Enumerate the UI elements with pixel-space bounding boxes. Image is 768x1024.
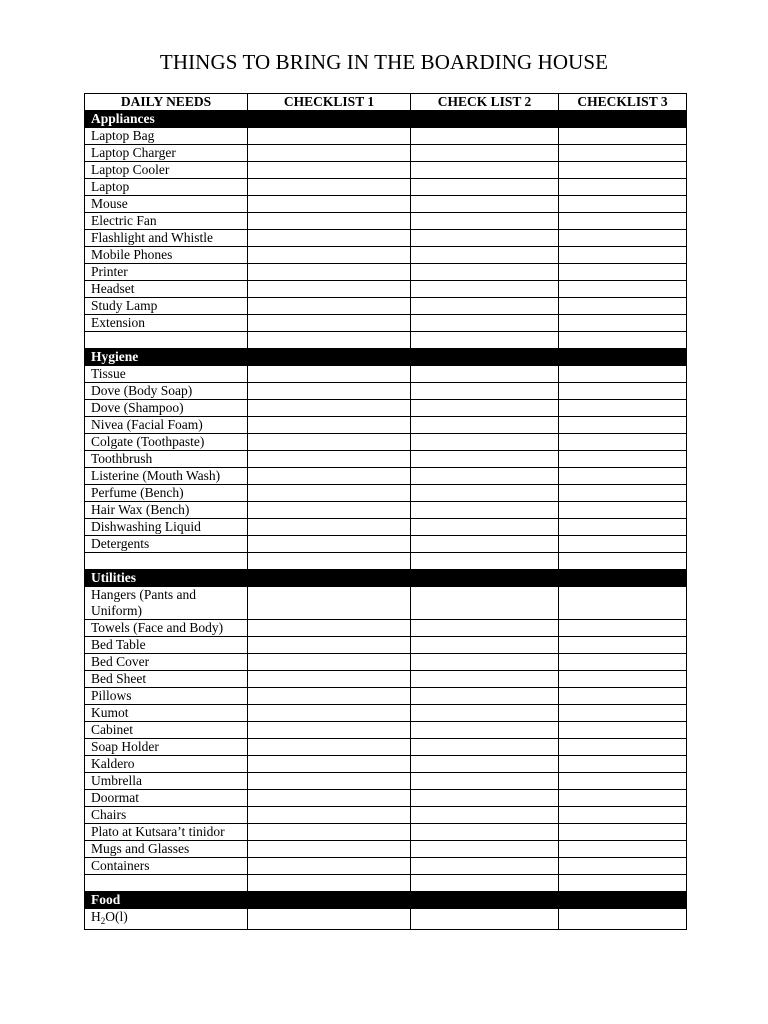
checklist-2-cell[interactable] [411, 756, 559, 773]
checklist-3-cell[interactable] [559, 383, 687, 400]
table-row [85, 587, 687, 620]
checklist-1-cell[interactable] [248, 654, 411, 671]
item-name: Dove (Body Soap) [85, 383, 248, 400]
checklist-3-cell[interactable] [559, 230, 687, 247]
checklist-2-cell[interactable] [411, 722, 559, 739]
checklist-3-cell[interactable] [559, 468, 687, 485]
checklist-2-cell[interactable] [411, 858, 559, 875]
item-name: Study Lamp [85, 298, 248, 315]
checklist-3-cell[interactable] [559, 637, 687, 654]
checklist-2-cell[interactable] [411, 383, 559, 400]
checklist-1-cell[interactable] [248, 485, 411, 502]
checklist-1-cell[interactable] [248, 213, 411, 230]
checklist-1-cell[interactable] [248, 332, 411, 349]
checklist-1-cell[interactable] [248, 909, 411, 930]
checklist-1-cell[interactable] [248, 451, 411, 468]
checklist-3-cell[interactable] [559, 298, 687, 315]
checklist-1-cell[interactable] [248, 536, 411, 553]
checklist-1-cell[interactable] [248, 739, 411, 756]
checklist-1-cell[interactable] [248, 468, 411, 485]
item-name: Mobile Phones [85, 247, 248, 264]
checklist-2-cell[interactable] [411, 790, 559, 807]
section-heading: Utilities [85, 570, 687, 587]
item-name: Towels (Face and Body) [85, 620, 248, 637]
checklist-2-cell[interactable] [411, 247, 559, 264]
table-row [85, 553, 687, 570]
checklist-3-cell[interactable] [559, 196, 687, 213]
checklist-3-cell[interactable] [559, 858, 687, 875]
table-row [85, 179, 687, 196]
table-row [85, 722, 687, 739]
item-name: Colgate (Toothpaste) [85, 434, 248, 451]
checklist-2-cell[interactable] [411, 264, 559, 281]
checklist-2-cell[interactable] [411, 179, 559, 196]
table-row [85, 247, 687, 264]
checklist-2-cell[interactable] [411, 587, 559, 620]
checklist-2-cell[interactable] [411, 162, 559, 179]
item-name: Toothbrush [85, 451, 248, 468]
checklist-2-cell[interactable] [411, 128, 559, 145]
item-name: Soap Holder [85, 739, 248, 756]
table-row [85, 485, 687, 502]
table-row [85, 468, 687, 485]
checklist-2-cell[interactable] [411, 298, 559, 315]
checklist-2-cell[interactable] [411, 400, 559, 417]
table-row [85, 298, 687, 315]
checklist-1-cell[interactable] [248, 587, 411, 620]
checklist-2-cell[interactable] [411, 807, 559, 824]
section-row [85, 349, 687, 366]
item-name: Containers [85, 858, 248, 875]
formula-base: H [91, 909, 101, 924]
checklist-3-cell[interactable] [559, 451, 687, 468]
table-row [85, 841, 687, 858]
checklist-2-cell[interactable] [411, 536, 559, 553]
header-row [85, 94, 687, 111]
item-name: Mugs and Glasses [85, 841, 248, 858]
item-name [85, 875, 248, 892]
checklist-2-cell[interactable] [411, 230, 559, 247]
checklist-3-cell[interactable] [559, 790, 687, 807]
table-row [85, 637, 687, 654]
checklist-1-cell[interactable] [248, 807, 411, 824]
table-row [85, 858, 687, 875]
checklist-3-cell[interactable] [559, 620, 687, 637]
item-name: Chairs [85, 807, 248, 824]
checklist-2-cell[interactable] [411, 434, 559, 451]
table-row [85, 315, 687, 332]
checklist-3-cell[interactable] [559, 417, 687, 434]
item-name: Hangers (Pants and Uniform) [85, 587, 248, 620]
item-name: Headset [85, 281, 248, 298]
checklist-3-cell[interactable] [559, 739, 687, 756]
header-checklist-3: CHECKLIST 3 [559, 94, 687, 111]
checklist-1-cell[interactable] [248, 824, 411, 841]
checklist-2-cell[interactable] [411, 841, 559, 858]
checklist-2-cell[interactable] [411, 739, 559, 756]
item-name: Electric Fan [85, 213, 248, 230]
item-name: Pillows [85, 688, 248, 705]
checklist-3-cell[interactable] [559, 909, 687, 930]
checklist-1-cell[interactable] [248, 858, 411, 875]
table-row [85, 502, 687, 519]
checklist-3-cell[interactable] [559, 654, 687, 671]
checklist-1-cell[interactable] [248, 790, 411, 807]
checklist-1-cell[interactable] [248, 264, 411, 281]
section-row [85, 892, 687, 909]
item-name: Umbrella [85, 773, 248, 790]
item-name: Printer [85, 264, 248, 281]
checklist-3-cell[interactable] [559, 400, 687, 417]
checklist-1-cell[interactable] [248, 705, 411, 722]
checklist-3-cell[interactable] [559, 128, 687, 145]
item-name: Cabinet [85, 722, 248, 739]
checklist-3-cell[interactable] [559, 587, 687, 620]
table-row [85, 739, 687, 756]
item-name: Doormat [85, 790, 248, 807]
checklist-1-cell[interactable] [248, 434, 411, 451]
checklist-2-cell[interactable] [411, 909, 559, 930]
table-row [85, 417, 687, 434]
table-row [85, 909, 687, 930]
item-name: Laptop Cooler [85, 162, 248, 179]
header-checklist-2: CHECK LIST 2 [411, 94, 559, 111]
checklist-2-cell[interactable] [411, 620, 559, 637]
checklist-3-cell[interactable] [559, 247, 687, 264]
checklist-2-cell[interactable] [411, 315, 559, 332]
table-row [85, 196, 687, 213]
item-name: Dishwashing Liquid [85, 519, 248, 536]
item-name: Hair Wax (Bench) [85, 502, 248, 519]
page-title: THINGS TO BRING IN THE BOARDING HOUSE [159, 50, 609, 74]
checklist-body [85, 111, 687, 930]
checklist-1-cell[interactable] [248, 841, 411, 858]
table-row [85, 451, 687, 468]
checklist-2-cell[interactable] [411, 213, 559, 230]
checklist-3-cell[interactable] [559, 536, 687, 553]
checklist-3-cell[interactable] [559, 264, 687, 281]
item-name [85, 553, 248, 570]
checklist-3-cell[interactable] [559, 281, 687, 298]
table-row [85, 264, 687, 281]
checklist-1-cell[interactable] [248, 145, 411, 162]
table-row [85, 434, 687, 451]
table-row [85, 824, 687, 841]
item-name: Flashlight and Whistle [85, 230, 248, 247]
checklist-1-cell[interactable] [248, 128, 411, 145]
checklist-1-cell[interactable] [248, 519, 411, 536]
checklist-2-cell[interactable] [411, 366, 559, 383]
formula-subscript: 2 [100, 916, 106, 926]
checklist-3-cell[interactable] [559, 162, 687, 179]
section-heading: Appliances [85, 111, 687, 128]
formula-rest: O(l) [105, 909, 128, 924]
checklist-3-cell[interactable] [559, 705, 687, 722]
item-name: Dove (Shampoo) [85, 400, 248, 417]
item-name [85, 909, 248, 930]
checklist-1-cell[interactable] [248, 162, 411, 179]
checklist-2-cell[interactable] [411, 451, 559, 468]
table-row [85, 366, 687, 383]
checklist-2-cell[interactable] [411, 145, 559, 162]
checklist-2-cell[interactable] [411, 281, 559, 298]
checklist-3-cell[interactable] [559, 807, 687, 824]
checklist-1-cell[interactable] [248, 688, 411, 705]
section-row [85, 570, 687, 587]
table-row [85, 773, 687, 790]
item-name: Kumot [85, 705, 248, 722]
checklist-1-cell[interactable] [248, 671, 411, 688]
item-name: Mouse [85, 196, 248, 213]
table-row [85, 128, 687, 145]
checklist-3-cell[interactable] [559, 366, 687, 383]
checklist-3-cell[interactable] [559, 553, 687, 570]
checklist-1-cell[interactable] [248, 247, 411, 264]
table-row [85, 654, 687, 671]
checklist-1-cell[interactable] [248, 366, 411, 383]
checklist-2-cell[interactable] [411, 519, 559, 536]
checklist-2-cell[interactable] [411, 196, 559, 213]
checklist-1-cell[interactable] [248, 553, 411, 570]
checklist-1-cell[interactable] [248, 298, 411, 315]
checklist-2-cell[interactable] [411, 654, 559, 671]
checklist-3-cell[interactable] [559, 824, 687, 841]
item-name: Detergents [85, 536, 248, 553]
checklist-3-cell[interactable] [559, 688, 687, 705]
checklist-3-cell[interactable] [559, 722, 687, 739]
table-row [85, 213, 687, 230]
item-name: Laptop [85, 179, 248, 196]
checklist-2-cell[interactable] [411, 417, 559, 434]
table-row [85, 281, 687, 298]
table-row [85, 400, 687, 417]
item-name: Tissue [85, 366, 248, 383]
checklist-1-cell[interactable] [248, 637, 411, 654]
section-heading: Food [85, 892, 687, 909]
checklist-2-cell[interactable] [411, 688, 559, 705]
checklist-2-cell[interactable] [411, 773, 559, 790]
checklist-1-cell[interactable] [248, 620, 411, 637]
checklist-3-cell[interactable] [559, 519, 687, 536]
checklist-3-cell[interactable] [559, 179, 687, 196]
checklist-1-cell[interactable] [248, 502, 411, 519]
item-name: Bed Table [85, 637, 248, 654]
header-checklist-1: CHECKLIST 1 [248, 94, 411, 111]
checklist-3-cell[interactable] [559, 671, 687, 688]
checklist-2-cell[interactable] [411, 875, 559, 892]
table-row [85, 807, 687, 824]
checklist-2-cell[interactable] [411, 824, 559, 841]
checklist-1-cell[interactable] [248, 875, 411, 892]
checklist-2-cell[interactable] [411, 637, 559, 654]
item-name: Nivea (Facial Foam) [85, 417, 248, 434]
checklist-3-cell[interactable] [559, 841, 687, 858]
table-row [85, 705, 687, 722]
checklist-table [84, 93, 687, 930]
checklist-3-cell[interactable] [559, 773, 687, 790]
table-row [85, 620, 687, 637]
table-row [85, 332, 687, 349]
checklist-3-cell[interactable] [559, 332, 687, 349]
item-name: Listerine (Mouth Wash) [85, 468, 248, 485]
table-row [85, 383, 687, 400]
item-name: Bed Cover [85, 654, 248, 671]
checklist-1-cell[interactable] [248, 400, 411, 417]
table-row [85, 756, 687, 773]
checklist-2-cell[interactable] [411, 468, 559, 485]
checklist-2-cell[interactable] [411, 332, 559, 349]
checklist-2-cell[interactable] [411, 671, 559, 688]
checklist-1-cell[interactable] [248, 196, 411, 213]
header-daily-needs: DAILY NEEDS [85, 94, 248, 111]
checklist-1-cell[interactable] [248, 756, 411, 773]
table-row [85, 162, 687, 179]
item-name: Bed Sheet [85, 671, 248, 688]
checklist-3-cell[interactable] [559, 502, 687, 519]
checklist-3-cell[interactable] [559, 485, 687, 502]
checklist-1-cell[interactable] [248, 315, 411, 332]
section-row [85, 111, 687, 128]
checklist-1-cell[interactable] [248, 722, 411, 739]
item-name [85, 332, 248, 349]
checklist-3-cell[interactable] [559, 213, 687, 230]
table-row [85, 875, 687, 892]
item-name: Extension [85, 315, 248, 332]
checklist-3-cell[interactable] [559, 315, 687, 332]
checklist-1-cell[interactable] [248, 230, 411, 247]
item-name: Perfume (Bench) [85, 485, 248, 502]
item-name: Kaldero [85, 756, 248, 773]
checklist-1-cell[interactable] [248, 417, 411, 434]
checklist-2-cell[interactable] [411, 485, 559, 502]
checklist-1-cell[interactable] [248, 281, 411, 298]
checklist-1-cell[interactable] [248, 179, 411, 196]
checklist-2-cell[interactable] [411, 705, 559, 722]
checklist-3-cell[interactable] [559, 434, 687, 451]
item-name: Laptop Charger [85, 145, 248, 162]
table-row [85, 519, 687, 536]
checklist-3-cell[interactable] [559, 875, 687, 892]
checklist-2-cell[interactable] [411, 553, 559, 570]
checklist-1-cell[interactable] [248, 383, 411, 400]
table-row [85, 536, 687, 553]
checklist-2-cell[interactable] [411, 502, 559, 519]
item-name: Plato at Kutsara’t tinidor [85, 824, 248, 841]
item-name: Laptop Bag [85, 128, 248, 145]
table-row [85, 790, 687, 807]
section-heading: Hygiene [85, 349, 687, 366]
checklist-3-cell[interactable] [559, 756, 687, 773]
table-row [85, 145, 687, 162]
table-row [85, 230, 687, 247]
checklist-3-cell[interactable] [559, 145, 687, 162]
checklist-1-cell[interactable] [248, 773, 411, 790]
table-row [85, 671, 687, 688]
table-row [85, 688, 687, 705]
